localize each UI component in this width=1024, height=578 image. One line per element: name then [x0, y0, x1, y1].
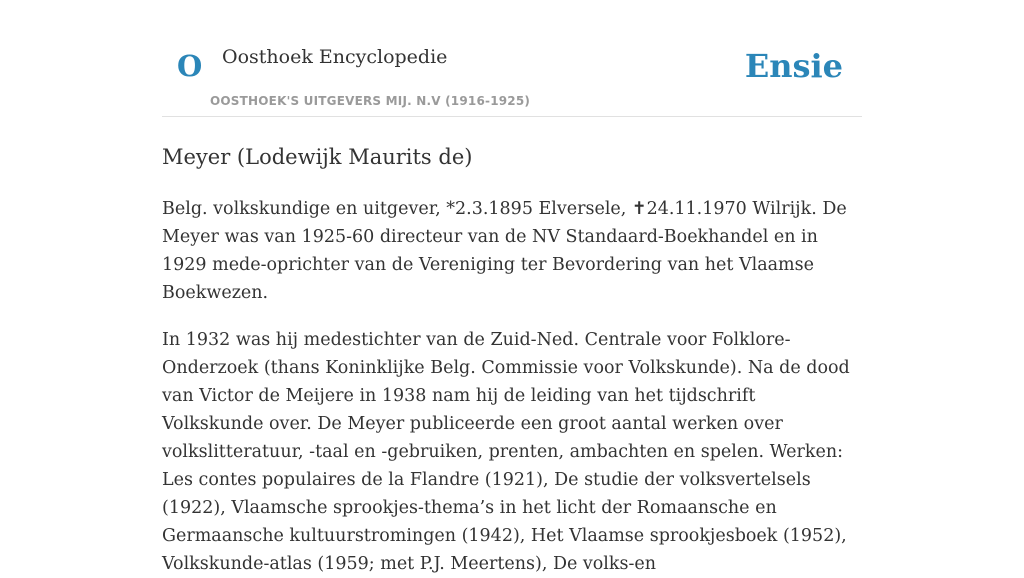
page	[162, 0, 862, 578]
entry-body	[162, 195, 862, 578]
entry-title: Meyer (Lodewijk Maurits de)	[162, 145, 473, 169]
publisher-subtitle: OOSTHOEK'S UITGEVERS MIJ. N.V (1916-1925)	[210, 94, 531, 108]
site-title[interactable]: Oosthoek Encyclopedie	[222, 46, 448, 68]
entry-paragraph: In 1932 was hij medestichter van de Zuid-Ned. Centrale voor Folklore-Onderzoek (thans Koninklijke Belg. Commissie voor Volkskunde). Na de dood van Victor de Meijere in 1938 nam hij de leiding van het tijdschrift Volkskunde over. De Meyer publiceerde een groot aantal werken over volkslitteratuur, -taal en -gebruiken, prenten, ambachten en spelen. Werken: Les contes populaires de la Flandre (1921), De studie der volksvertelsels (1922), Vlaamsche sprookjes-thema’s in het licht der Romaansche en Germaansche kultuurstromingen (1942), Het Vlaamse sprookjesboek (1952), Volkskunde-atlas (1959; met P.J. Meertens), De volks-en	[162, 330, 850, 574]
brand-logo[interactable]: Ensie	[744, 47, 843, 85]
site-logo[interactable]: O	[177, 49, 203, 83]
site-header	[162, 0, 862, 117]
entry-paragraph: Belg. volkskundige en uitgever, *2.3.1895 Elversele, ✝24.11.1970 Wilrijk. De Meyer was van 1925-60 directeur van de NV Standaard-Boekhandel en in 1929 mede-oprichter van de Vereniging ter Bevordering van het Vlaamse Boekwezen.	[162, 199, 847, 303]
